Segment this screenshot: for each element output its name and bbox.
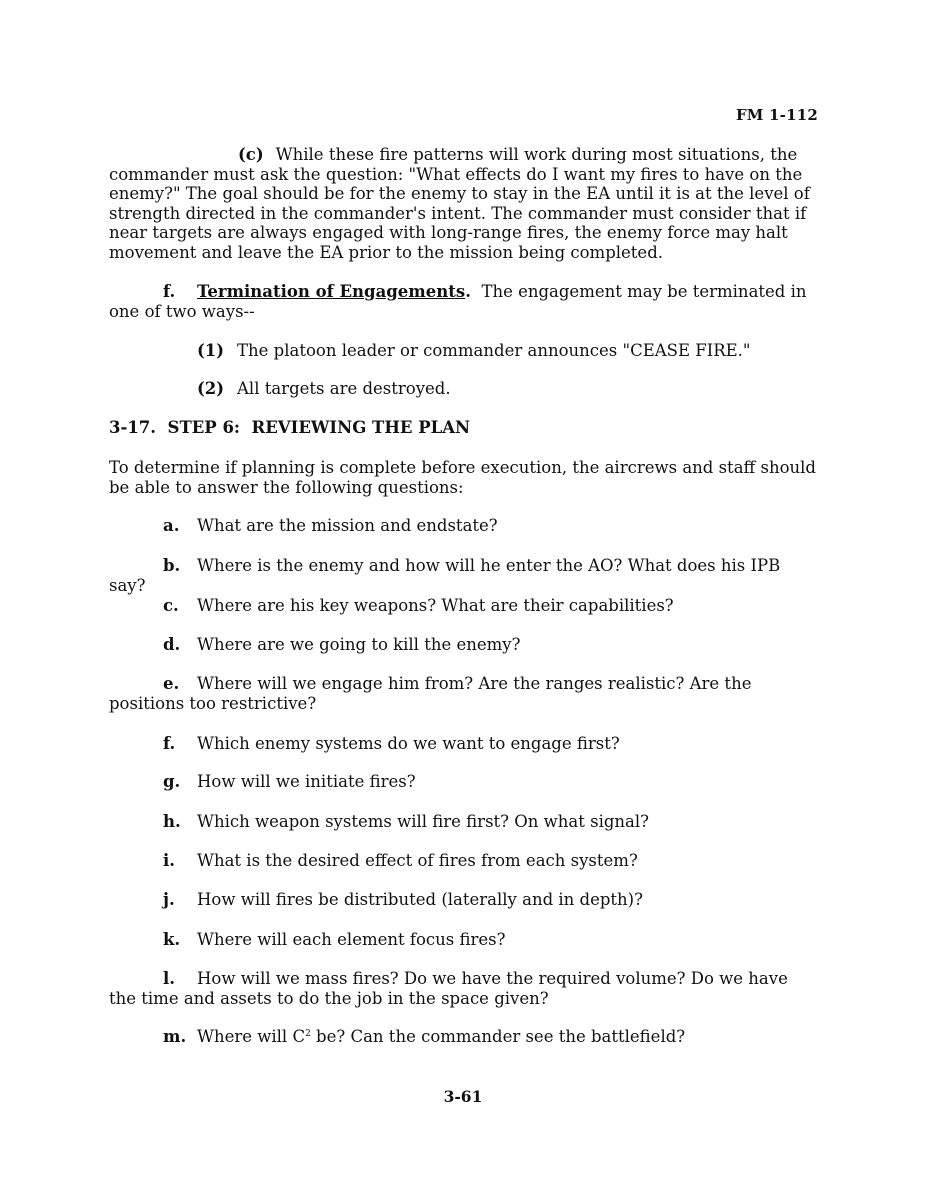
page-number: 3-61	[443, 1087, 483, 1106]
question-item	[109, 1027, 819, 1047]
paragraph-c	[109, 145, 819, 262]
question-label: i.	[163, 851, 176, 870]
paragraph-text: The engagement may be terminated in one of two ways--	[109, 282, 807, 321]
question-text: Where are we going to kill the enemy?	[197, 635, 521, 654]
question-text-after: be? Can the commander see the battlefield?	[310, 1027, 686, 1046]
question-label: h.	[163, 812, 181, 831]
step-item	[197, 379, 451, 399]
question-text: Which weapon systems will fire first? On what signal?	[197, 812, 650, 831]
question-item	[109, 674, 819, 713]
question-label: g.	[163, 772, 181, 791]
question-item	[109, 556, 819, 595]
question-text: How will we initiate fires?	[197, 772, 416, 791]
question-text: What are the mission and endstate?	[197, 516, 498, 535]
question-item	[109, 772, 819, 792]
paragraph-title: Termination of Engagements	[197, 282, 466, 301]
paragraph-f	[109, 282, 819, 321]
question-label: j.	[163, 890, 175, 909]
document-id-header: FM 1-112	[735, 106, 818, 124]
question-text: Where are his key weapons? What are their capabilities?	[197, 596, 674, 615]
step-text: All targets are destroyed.	[237, 379, 451, 398]
question-item	[109, 969, 819, 1008]
paragraph-text: While these fire patterns will work during most situations, the commander must ask the question: "What effects do I want my fires to have on the enemy?" The goal should be for the enemy to stay in the EA until it is at the level of strength directed in the commander's intent. The commander must consider that if near targets are always engaged with long-range fires, the enemy force may halt movement and leave the EA prior to the mission being completed.	[109, 145, 810, 262]
question-text-before: Where will C	[197, 1027, 306, 1046]
step-label: (1)	[197, 341, 225, 360]
paragraph-label: f.	[163, 282, 176, 301]
section-intro: To determine if planning is complete before execution, the aircrews and staff should be able to answer the following questions:	[109, 458, 816, 497]
step-item	[197, 341, 751, 361]
question-item	[109, 516, 819, 536]
question-label: b.	[163, 556, 181, 575]
question-text: Where will each element focus fires?	[197, 930, 506, 949]
question-text: How will we mass fires? Do we have the required volume? Do we have the time and assets to do the job in the space given?	[109, 969, 788, 1008]
question-label: f.	[163, 734, 176, 753]
question-item	[109, 635, 819, 655]
question-label: c.	[163, 596, 179, 615]
paragraph-label: (c)	[238, 145, 264, 164]
question-label: k.	[163, 930, 181, 949]
superscript: 2	[305, 1029, 311, 1039]
question-label: l.	[163, 969, 176, 988]
question-item	[109, 734, 819, 754]
section-heading: 3-17. STEP 6: REVIEWING THE PLAN	[109, 418, 471, 437]
question-label: d.	[163, 635, 181, 654]
question-text: Which enemy systems do we want to engage first?	[197, 734, 620, 753]
question-label: m.	[163, 1027, 187, 1046]
step-label: (2)	[197, 379, 225, 398]
question-item	[109, 851, 819, 871]
question-text: What is the desired effect of fires from each system?	[197, 851, 638, 870]
question-item	[109, 890, 819, 910]
question-item	[109, 930, 819, 950]
question-label: e.	[163, 674, 180, 693]
question-text: Where is the enemy and how will he enter the AO? What does his IPB say?	[109, 556, 781, 595]
paragraph-title-end: .	[465, 282, 471, 301]
question-label: a.	[163, 516, 180, 535]
step-text: The platoon leader or commander announces "CEASE FIRE."	[237, 341, 751, 360]
question-text: How will fires be distributed (laterally and in depth)?	[197, 890, 643, 909]
question-item	[109, 812, 819, 832]
question-text: Where will we engage him from? Are the ranges realistic? Are the positions too restrictive?	[109, 674, 752, 713]
question-item	[109, 596, 819, 616]
